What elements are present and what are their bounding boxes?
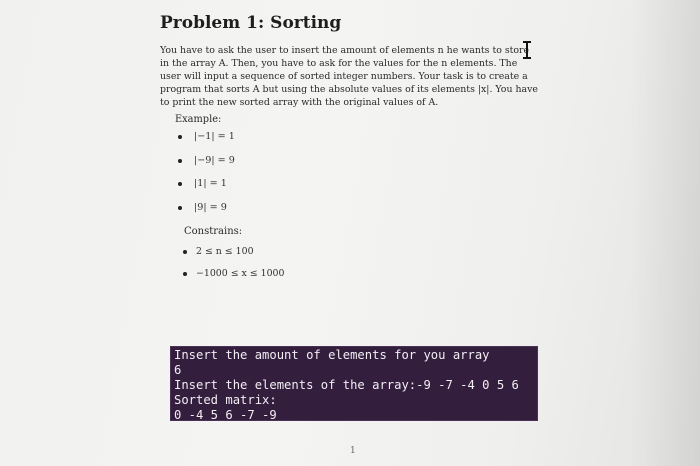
problem-description xyxy=(160,44,552,109)
page-number: 1 xyxy=(350,446,356,456)
constraint-item: 2 ≤ n ≤ 100 xyxy=(183,246,285,268)
example-item: |1| = 1 xyxy=(178,178,235,202)
text-cursor-icon xyxy=(521,41,533,59)
terminal-output xyxy=(170,346,538,421)
description-line: program that sorts A but using the absolute values of its elements |x|. You have xyxy=(160,84,538,95)
constraints-label: Constrains: xyxy=(184,226,243,237)
terminal-line: Sorted matrix: xyxy=(174,393,277,407)
description-line: to print the new sorted array with the original values of A. xyxy=(160,97,439,108)
example-item: |9| = 9 xyxy=(178,202,235,226)
constraint-item: −1000 ≤ x ≤ 1000 xyxy=(183,268,285,290)
description-line: in the array A. Then, you have to ask for the values for the n elements. The xyxy=(160,58,518,69)
page-shadow xyxy=(630,0,700,466)
example-label: Example: xyxy=(175,114,222,125)
terminal-line: Insert the amount of elements for you array xyxy=(174,348,490,362)
constraints-list xyxy=(183,246,285,290)
example-item: |−1| = 1 xyxy=(178,131,235,155)
description-line: user will input a sequence of sorted integer numbers. Your task is to create a xyxy=(160,71,528,82)
problem-title: Problem 1: Sorting xyxy=(160,13,342,33)
example-list xyxy=(178,131,235,225)
description-line: You have to ask the user to insert the amount of elements n he wants to store xyxy=(160,45,530,56)
example-item: |−9| = 9 xyxy=(178,155,235,179)
terminal-line: 0 -4 5 6 -7 -9 xyxy=(174,408,277,422)
terminal-line: Insert the elements of the array:-9 -7 -4 0 5 6 xyxy=(174,378,519,392)
terminal-line: 6 xyxy=(174,363,182,377)
